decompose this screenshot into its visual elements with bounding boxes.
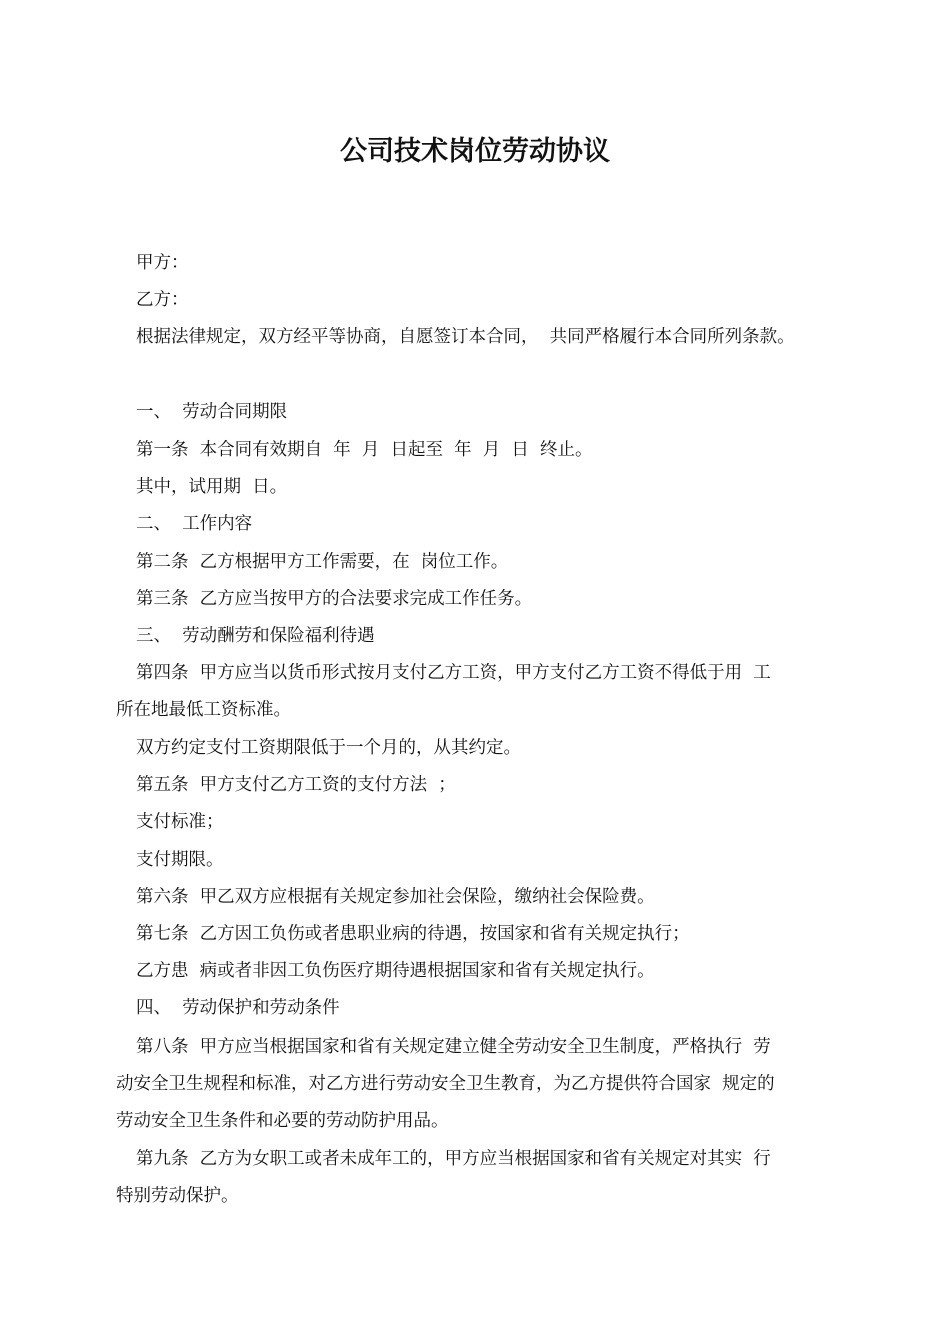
article-4-line-1: 第四条 甲方应当以货币形式按月支付乙方工资，甲方支付乙方工资不得低于用 工 xyxy=(136,663,771,683)
article-3: 第三条 乙方应当按甲方的合法要求完成工作任务。 xyxy=(136,589,533,609)
section-heading-4: 四、 劳动保护和劳动条件 xyxy=(136,998,340,1018)
party-b-line: 乙方： xyxy=(136,290,189,310)
article-7: 第七条 乙方因工负伤或者患职业病的待遇，按国家和省有关规定执行； xyxy=(136,924,690,944)
article-9-line-1: 第九条 乙方为女职工或者未成年工的，甲方应当根据国家和省有关规定对其实 行 xyxy=(136,1149,771,1169)
section-heading-2: 二、 工作内容 xyxy=(136,514,253,534)
section-heading-1: 一、 劳动合同期限 xyxy=(136,402,288,422)
article-1: 第一条 本合同有效期自 年 月 日起至 年 月 日 终止。 xyxy=(136,440,593,460)
article-8-line-1: 第八条 甲方应当根据国家和省有关规定建立健全劳动安全卫生制度，严格执行 劳 xyxy=(136,1037,771,1057)
article-8-line-2: 动安全卫生规程和标准，对乙方进行劳动安全卫生教育，为乙方提供符合国家 规定的 xyxy=(116,1074,775,1094)
illness-treatment-line: 乙方患 病或者非因工负伤医疗期待遇根据国家和省有关规定执行。 xyxy=(136,961,655,981)
article-4-line-2: 所在地最低工资标准。 xyxy=(116,700,291,720)
article-8-line-3: 劳动安全卫生条件和必要的劳动防护用品。 xyxy=(116,1111,449,1131)
article-6: 第六条 甲乙双方应根据有关规定参加社会保险，缴纳社会保险费。 xyxy=(136,887,655,907)
payment-deadline-line: 支付期限。 xyxy=(136,850,224,870)
wage-period-line: 双方约定支付工资期限低于一个月的，从其约定。 xyxy=(136,738,521,758)
payment-standard-line: 支付标准； xyxy=(136,812,224,832)
document-title: 公司技术岗位劳动协议 xyxy=(340,136,610,167)
party-a-line: 甲方： xyxy=(136,253,189,273)
probation-line: 其中，试用期 日。 xyxy=(136,477,288,497)
section-heading-3: 三、 劳动酬劳和保险福利待遇 xyxy=(136,626,375,646)
preamble-paragraph: 根据法律规定，双方经平等协商，自愿签订本合同， 共同严格履行本合同所列条款。 xyxy=(136,327,795,347)
article-2: 第二条 乙方根据甲方工作需要，在 岗位工作。 xyxy=(136,552,509,572)
article-9-line-2: 特别劳动保护。 xyxy=(116,1186,239,1206)
article-5: 第五条 甲方支付乙方工资的支付方法 ； xyxy=(136,775,456,795)
